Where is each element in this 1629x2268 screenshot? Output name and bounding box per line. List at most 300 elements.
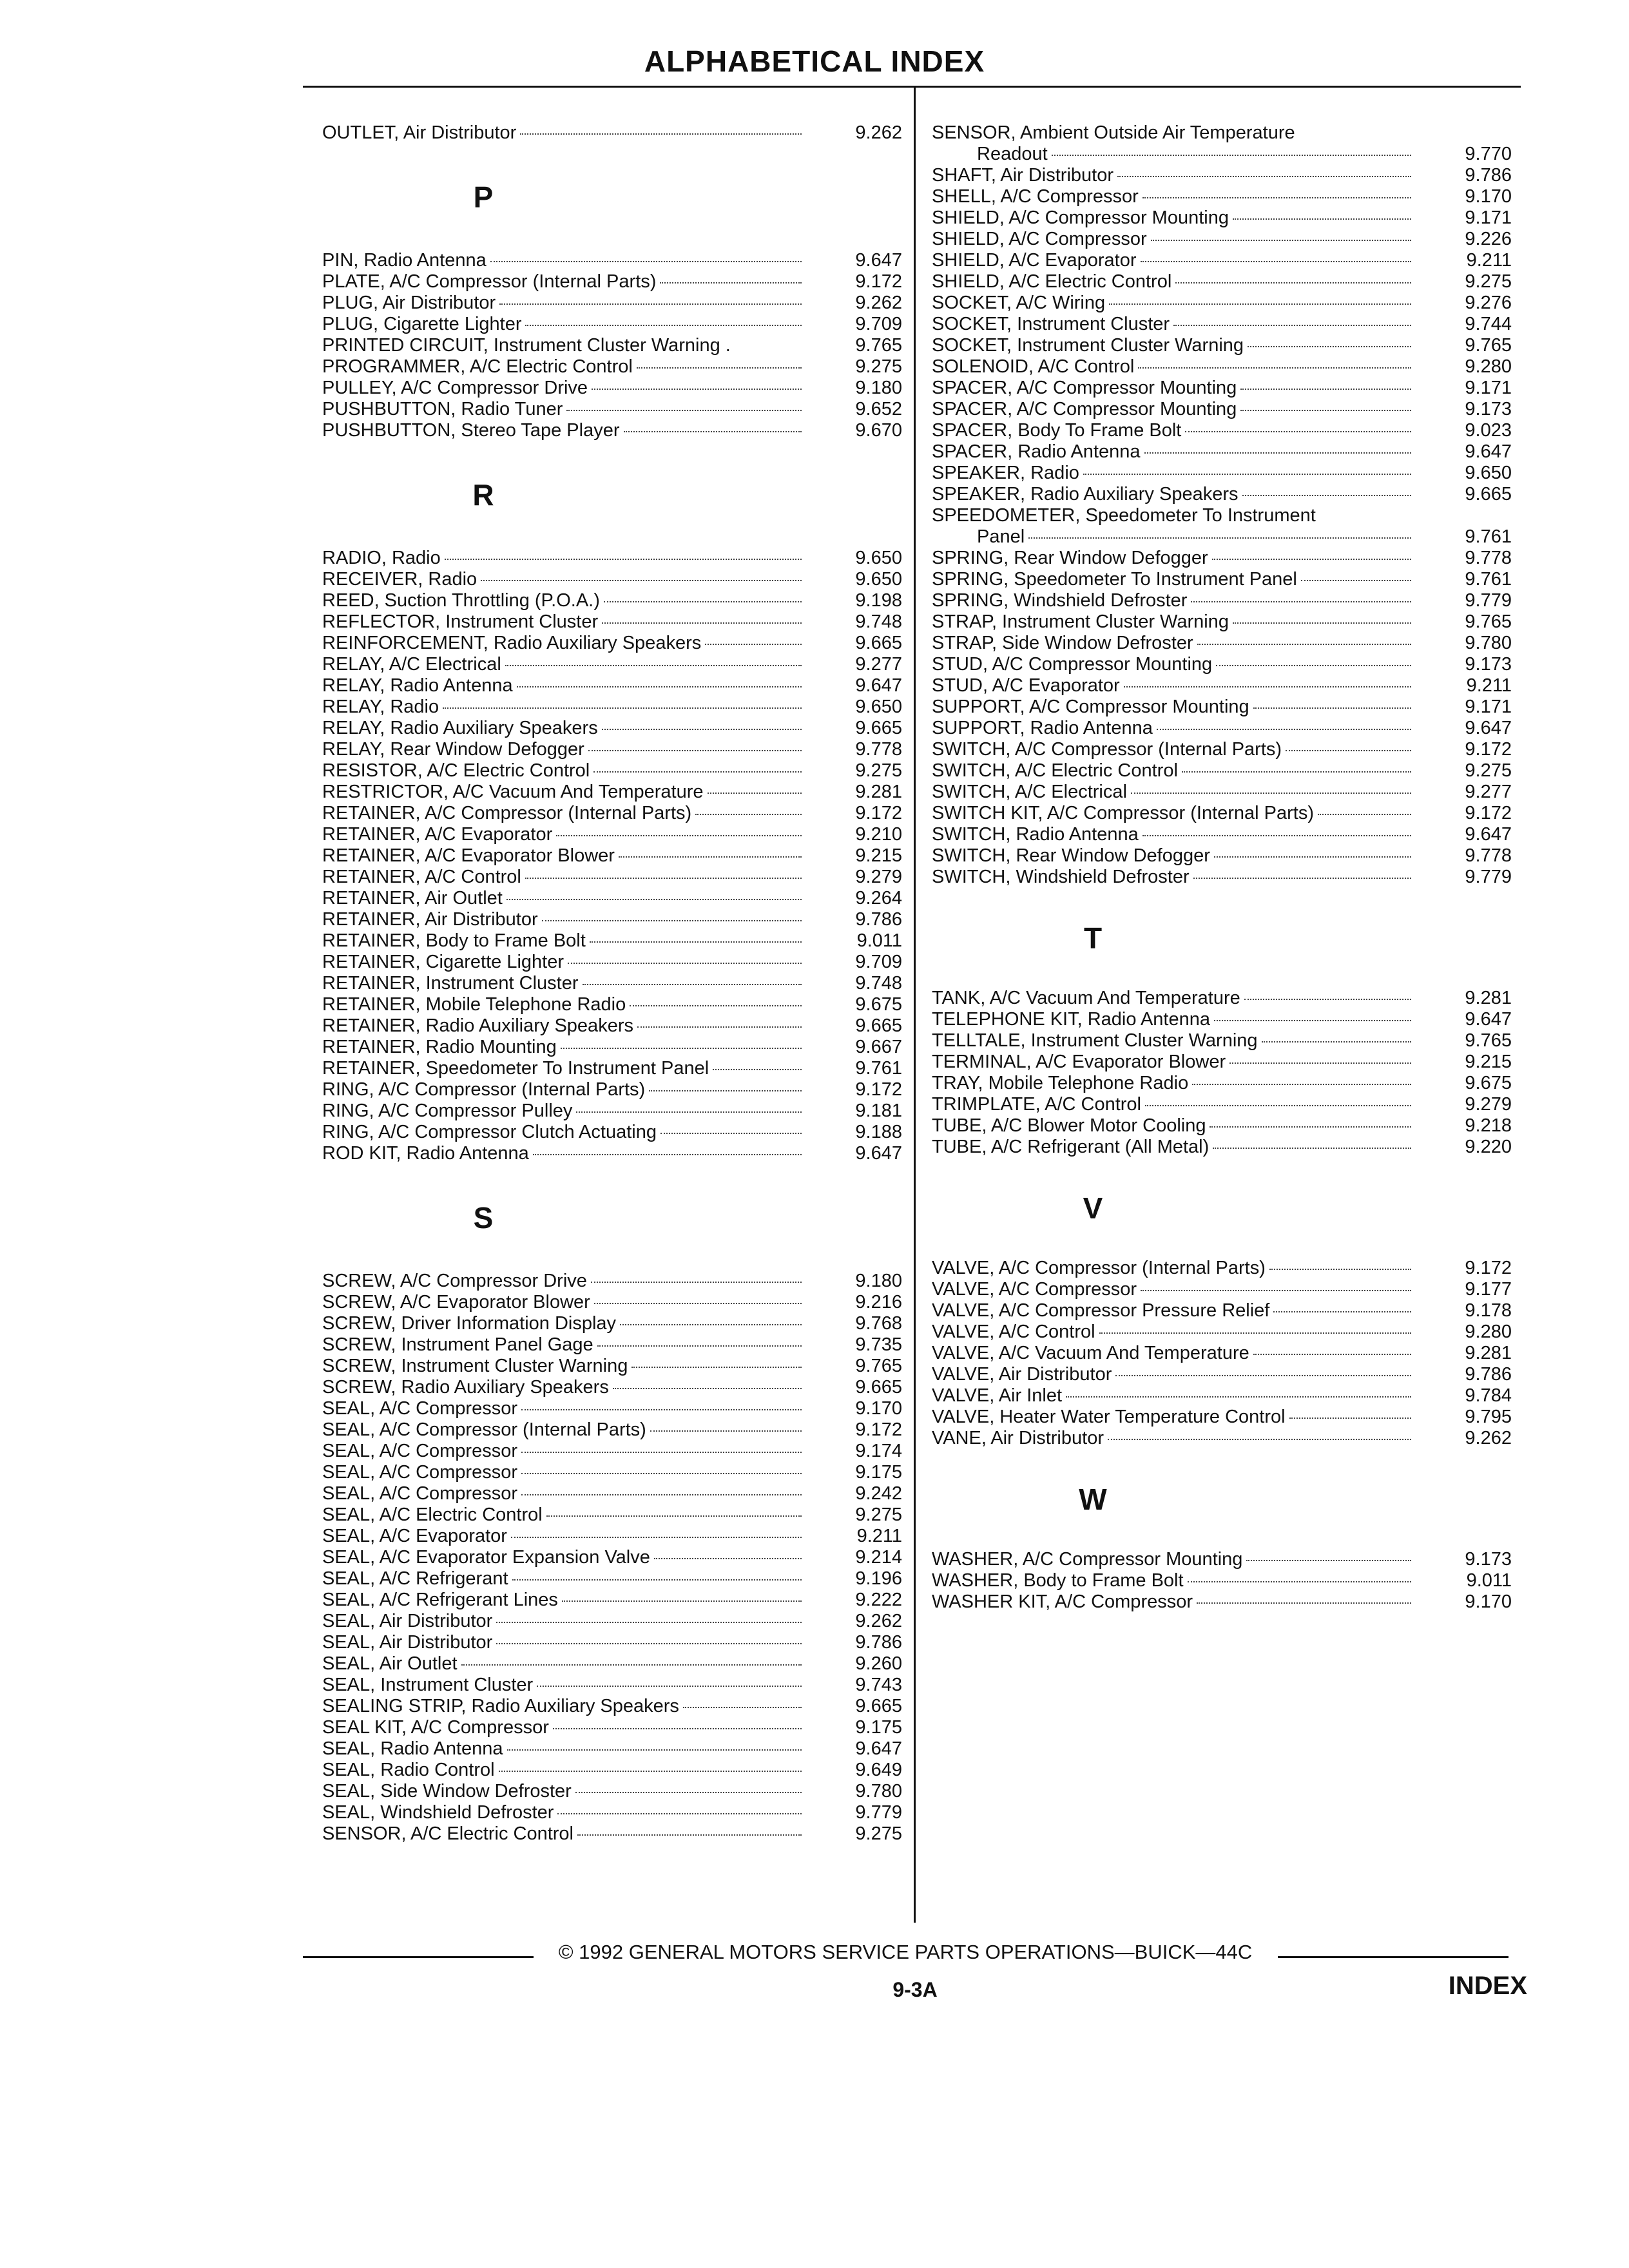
index-entry-label: SEAL, A/C Evaporator Expansion Valve (322, 1547, 650, 1568)
index-entry (932, 441, 1512, 463)
index-entry (322, 250, 902, 271)
index-entry-label: RETAINER, A/C Evaporator (322, 824, 553, 845)
leader-dots (1052, 154, 1411, 156)
index-entry-label: VALVE, A/C Compressor (932, 1279, 1137, 1300)
section-letter-w: W (1079, 1482, 1107, 1516)
index-entry (322, 1590, 902, 1611)
leader-dots (1193, 877, 1411, 879)
index-entry-page: 9.214 (855, 1547, 902, 1568)
leader-dots (654, 1557, 802, 1559)
index-entry (932, 271, 1512, 293)
index-entry-label: RETAINER, Mobile Telephone Radio (322, 994, 626, 1015)
leader-dots (1301, 579, 1411, 581)
leader-dots (1185, 430, 1411, 432)
index-entry (322, 1100, 902, 1122)
leader-dots (542, 919, 802, 921)
index-entry (932, 1030, 1512, 1052)
leader-dots (1286, 749, 1411, 751)
leader-dots (575, 1791, 802, 1793)
index-entry-page: 9.765 (1465, 611, 1512, 632)
index-entry (322, 1483, 902, 1504)
leader-dots (1191, 601, 1411, 602)
leader-dots (1212, 558, 1411, 560)
index-entry-page: 9.770 (1465, 144, 1512, 164)
leader-dots (588, 749, 802, 751)
index-entry-page: 9.262 (855, 122, 902, 143)
index-entry-label: STRAP, Side Window Defroster (932, 633, 1193, 653)
index-entry-label: SEAL, Side Window Defroster (322, 1781, 572, 1802)
index-entry-page: 9.172 (855, 1419, 902, 1440)
index-entry-label: TRIMPLATE, A/C Control (932, 1094, 1141, 1115)
index-entry (322, 293, 902, 314)
index-entry-label: SWITCH, Radio Antenna (932, 824, 1139, 845)
section-letter-t: T (1083, 921, 1103, 955)
index-entry-label: SCREW, Radio Auxiliary Speakers (322, 1377, 609, 1398)
leader-dots (1142, 834, 1411, 836)
index-entry-page: 9.768 (855, 1313, 902, 1334)
index-entry-page: 9.650 (855, 697, 902, 717)
index-entry-page: 9.735 (855, 1334, 902, 1355)
index-entry (932, 1385, 1512, 1407)
index-entry-label: TERMINAL, A/C Evaporator Blower (932, 1052, 1226, 1072)
index-entry-label: PROGRAMMER, A/C Electric Control (322, 356, 633, 377)
index-entry-page: 9.780 (1465, 633, 1512, 653)
column-divider (914, 88, 916, 1923)
index-entry-page: 9.023 (1465, 420, 1512, 441)
index-entry-page: 9.171 (1465, 207, 1512, 228)
leader-dots (525, 324, 802, 326)
index-entry-label: VALVE, A/C Compressor Pressure Relief (932, 1300, 1270, 1321)
leader-dots (620, 1323, 802, 1325)
leader-dots (577, 1834, 802, 1836)
index-entry-label: PIN, Radio Antenna (322, 250, 487, 271)
index-entry (932, 867, 1512, 888)
index-entry-page: 9.778 (1465, 548, 1512, 568)
index-entry-label: PLUG, Cigarette Lighter (322, 314, 522, 334)
index-entry (322, 994, 902, 1015)
index-entry-label: RETAINER, A/C Evaporator Blower (322, 845, 615, 866)
index-entry-label: PUSHBUTTON, Radio Tuner (322, 399, 563, 419)
index-entry (932, 1321, 1512, 1343)
index-entry (932, 548, 1512, 569)
index-entry (322, 973, 902, 994)
leader-dots (705, 643, 802, 645)
index-entry-page: 9.275 (1465, 271, 1512, 292)
index-entry (932, 1009, 1512, 1030)
index-entry (322, 1377, 902, 1398)
index-entry (932, 484, 1512, 505)
index-entry-label: RETAINER, Speedometer To Instrument Panel (322, 1058, 709, 1079)
index-entry-page: 9.647 (1465, 1009, 1512, 1030)
index-entry-label: RETAINER, Air Outlet (322, 888, 503, 908)
leader-dots (1273, 1311, 1411, 1312)
leader-dots (1145, 1104, 1411, 1106)
index-entry-page: 9.779 (1465, 590, 1512, 611)
index-entry (322, 739, 902, 760)
index-entry-label: REED, Suction Throttling (P.O.A.) (322, 590, 600, 611)
index-entry (932, 399, 1512, 420)
index-entry-label: SWITCH, A/C Compressor (Internal Parts) (932, 739, 1282, 760)
index-entry-label: RETAINER, Body to Frame Bolt (322, 930, 586, 951)
index-entry-label: SEAL, A/C Compressor (322, 1462, 517, 1483)
index-entry-page: 9.647 (855, 1143, 902, 1164)
leader-dots (593, 771, 802, 773)
leader-dots (553, 1727, 802, 1729)
index-entry-label: RING, A/C Compressor (Internal Parts) (322, 1079, 646, 1100)
index-entry-page: 9.795 (1465, 1407, 1512, 1427)
index-entry-page: 9.211 (856, 1526, 902, 1546)
index-entry-label: SWITCH, A/C Electrical (932, 782, 1127, 802)
index-entry (322, 930, 902, 952)
leader-dots (1248, 345, 1411, 347)
index-entry-label: Readout (977, 144, 1048, 164)
index-entry-page: 9.649 (855, 1760, 902, 1780)
index-entry-label: SCREW, Instrument Panel Gage (322, 1334, 593, 1355)
index-entry-label: RETAINER, Radio Mounting (322, 1037, 557, 1057)
leader-dots (1210, 1126, 1411, 1128)
index-entry (322, 633, 902, 654)
index-entry (932, 1258, 1512, 1279)
index-entry (932, 165, 1512, 186)
index-entry-page: 9.650 (855, 569, 902, 590)
index-entry (322, 675, 902, 697)
leader-dots (512, 1579, 802, 1581)
index-entry-label: RELAY, Radio (322, 697, 439, 717)
index-entry-page: 9.171 (1465, 378, 1512, 398)
leader-dots (1141, 1289, 1411, 1291)
page-number: 9-3A (892, 1978, 938, 2001)
index-entry-page: 9.177 (1465, 1279, 1512, 1300)
leader-dots (1299, 134, 1411, 135)
leader-dots (496, 1621, 802, 1623)
leader-dots (499, 303, 802, 305)
index-entry-label: RESISTOR, A/C Electric Control (322, 760, 590, 781)
index-entry (322, 654, 902, 675)
index-entry-page: 9.647 (1465, 824, 1512, 845)
index-entry-label: REFLECTOR, Instrument Cluster (322, 611, 599, 632)
index-entry-page: 9.665 (1465, 484, 1512, 505)
index-entry-label: RETAINER, Cigarette Lighter (322, 952, 564, 972)
index-entry-label: SPRING, Speedometer To Instrument Panel (932, 569, 1297, 590)
index-entry-page: 9.665 (855, 1696, 902, 1716)
index-entry-page: 9.171 (1465, 697, 1512, 717)
leader-dots (1216, 664, 1411, 666)
index-entry-label: TRAY, Mobile Telephone Radio (932, 1073, 1189, 1093)
index-entry-page: 9.280 (1465, 1321, 1512, 1342)
leader-dots (1099, 1332, 1411, 1334)
index-entry-page: 9.172 (855, 1079, 902, 1100)
leader-dots (1115, 1374, 1411, 1376)
leader-dots (1240, 409, 1411, 411)
index-entry-label: RETAINER, Air Distributor (322, 909, 538, 930)
index-entry-label: RELAY, Rear Window Defogger (322, 739, 584, 760)
index-entry-page: 9.210 (855, 824, 902, 845)
leader-dots (602, 622, 802, 624)
index-entry-label: SPACER, Body To Frame Bolt (932, 420, 1182, 441)
index-entry-label: VALVE, Heater Water Temperature Control (932, 1407, 1286, 1427)
leader-dots (445, 558, 802, 560)
index-entry (932, 1073, 1512, 1094)
index-entry (322, 1122, 902, 1143)
index-entry-label: PLATE, A/C Compressor (Internal Parts) (322, 271, 657, 292)
leader-dots (1192, 1083, 1411, 1085)
index-entry-label: RESTRICTOR, A/C Vacuum And Temperature (322, 782, 704, 802)
index-entry (322, 1334, 902, 1356)
index-entry (322, 1356, 902, 1377)
leader-dots (1083, 473, 1411, 475)
index-entry-label: SEAL, A/C Compressor (322, 1483, 517, 1504)
index-entry-page: 9.748 (855, 973, 902, 994)
index-entry (322, 1037, 902, 1058)
index-entry (932, 760, 1512, 782)
index-entry-label: SCREW, Driver Information Display (322, 1313, 617, 1334)
index-entry (322, 1802, 902, 1823)
index-entry-page: 9.172 (855, 271, 902, 292)
leader-dots (533, 1153, 802, 1155)
index-entry (932, 803, 1512, 824)
leader-dots (1151, 239, 1411, 241)
index-entry-label: SWITCH, Windshield Defroster (932, 867, 1190, 887)
index-entry (322, 1547, 902, 1568)
index-entry-label: RETAINER, A/C Control (322, 867, 521, 887)
index-entry (932, 505, 1512, 526)
leader-dots (1109, 303, 1411, 305)
index-entry-page: 9.765 (1465, 1030, 1512, 1051)
index-entry (322, 378, 902, 399)
leader-dots (1188, 1581, 1411, 1582)
index-entry (932, 1428, 1512, 1449)
index-entry-label: SPACER, A/C Compressor Mounting (932, 399, 1237, 419)
index-entry (932, 654, 1512, 675)
index-entry-page: 9.650 (855, 548, 902, 568)
index-entry-label: SPEAKER, Radio (932, 463, 1079, 483)
section-letter-v: V (1083, 1191, 1103, 1225)
index-entry (932, 590, 1512, 611)
index-entry (932, 739, 1512, 760)
index-entry-page: 9.181 (855, 1100, 902, 1121)
leader-dots (1028, 537, 1411, 539)
index-entry-label: SEAL, A/C Refrigerant Lines (322, 1590, 558, 1610)
index-entry-page: 9.172 (1465, 1258, 1512, 1278)
leader-dots (660, 1132, 802, 1134)
index-entry (322, 1058, 902, 1079)
index-entry (932, 1549, 1512, 1570)
index-entry (322, 888, 902, 909)
index-entry (932, 1052, 1512, 1073)
index-entry (932, 122, 1512, 144)
index-entry-page: 9.175 (855, 1462, 902, 1483)
index-entry-page: 9.744 (1465, 314, 1512, 334)
index-entry-label: STRAP, Instrument Cluster Warning (932, 611, 1229, 632)
index-entry-page: 9.180 (855, 378, 902, 398)
index-entry-page: 9.215 (1465, 1052, 1512, 1072)
index-entry-page: 9.709 (855, 952, 902, 972)
index-entry (932, 675, 1512, 697)
leader-dots (602, 728, 802, 730)
index-entry-label: SHAFT, Air Distributor (932, 165, 1113, 186)
index-entry-page: 9.665 (855, 1015, 902, 1036)
index-entry-page: 9.172 (1465, 803, 1512, 823)
leader-dots (619, 856, 802, 858)
index-entry (932, 845, 1512, 867)
index-entry-page: 9.647 (1465, 718, 1512, 738)
index-entry (932, 1094, 1512, 1115)
index-entry (932, 1570, 1512, 1591)
index-entry-page: 9.665 (855, 1377, 902, 1398)
index-entry (322, 1760, 902, 1781)
leader-dots (660, 282, 802, 284)
section-letter-s: S (473, 1200, 494, 1235)
index-entry-page: 9.761 (1465, 526, 1512, 547)
index-entry (322, 314, 902, 335)
index-entry-page: 9.173 (1465, 654, 1512, 675)
index-entry-label: SEAL, Windshield Defroster (322, 1802, 554, 1823)
index-entry-page: 9.786 (855, 909, 902, 930)
index-entry (932, 293, 1512, 314)
index-column-right (932, 122, 1512, 1613)
index-entry (322, 1292, 902, 1313)
index-entry-page: 9.281 (1465, 988, 1512, 1008)
index-entry-label: OUTLET, Air Distributor (322, 122, 517, 143)
index-entry (322, 1611, 902, 1632)
index-entry (322, 399, 902, 420)
index-entry-label: SEAL, Air Distributor (322, 1611, 493, 1631)
index-entry-label: TELEPHONE KIT, Radio Antenna (932, 1009, 1210, 1030)
index-entry (322, 1568, 902, 1590)
index-entry-label: SCREW, A/C Evaporator Blower (322, 1292, 590, 1312)
index-entry-label: SHELL, A/C Compressor (932, 186, 1139, 207)
index-entry-label: SUPPORT, A/C Compressor Mounting (932, 697, 1249, 717)
index-entry (322, 760, 902, 782)
index-entry (932, 1364, 1512, 1385)
index-entry (322, 611, 902, 633)
index-entry-page: 9.260 (855, 1653, 902, 1674)
leader-dots (1269, 1268, 1411, 1270)
index-entry-page: 9.188 (855, 1122, 902, 1142)
index-entry (322, 569, 902, 590)
index-entry (322, 803, 902, 824)
leader-dots (1246, 1559, 1411, 1561)
leader-dots (650, 1430, 802, 1432)
index-entry-label: VALVE, A/C Vacuum And Temperature (932, 1343, 1249, 1363)
index-entry (322, 845, 902, 867)
leader-dots (613, 1387, 802, 1389)
index-entry-page: 9.765 (855, 1356, 902, 1376)
leader-dots (1253, 707, 1411, 709)
index-entry-page: 9.675 (855, 994, 902, 1015)
index-entry-label: RETAINER, Instrument Cluster (322, 973, 579, 994)
leader-dots (1138, 367, 1411, 369)
index-entry (322, 952, 902, 973)
index-entry-label: VALVE, Air Inlet (932, 1385, 1063, 1406)
index-entry-page: 9.778 (1465, 845, 1512, 866)
index-entry-label: RELAY, A/C Electrical (322, 654, 501, 675)
index-entry (932, 1407, 1512, 1428)
leader-dots (517, 686, 802, 687)
index-entry (932, 229, 1512, 250)
index-entry-page: 9.275 (855, 1823, 902, 1844)
index-entry (322, 824, 902, 845)
index-entry (322, 271, 902, 293)
index-entry-label: RETAINER, Radio Auxiliary Speakers (322, 1015, 633, 1036)
index-entry-label: TELLTALE, Instrument Cluster Warning (932, 1030, 1258, 1051)
index-entry (932, 782, 1512, 803)
leader-dots (1242, 494, 1412, 496)
index-entry-page: 9.665 (855, 718, 902, 738)
index-entry (932, 633, 1512, 654)
index-entry-label: WASHER KIT, A/C Compressor (932, 1591, 1193, 1612)
index-entry-label: VANE, Air Distributor (932, 1428, 1104, 1448)
index-entry-label: SEAL, Air Distributor (322, 1632, 493, 1653)
leader-dots (597, 1345, 802, 1347)
index-entry-page: 9.172 (1465, 739, 1512, 760)
index-entry-label: RETAINER, A/C Compressor (Internal Parts) (322, 803, 692, 823)
index-entry-page: 9.262 (1465, 1428, 1512, 1448)
index-entry (932, 1343, 1512, 1364)
index-entry-label: SCREW, A/C Compressor Drive (322, 1271, 587, 1291)
index-entry (322, 590, 902, 611)
index-entry-label: SEAL, A/C Electric Control (322, 1504, 543, 1525)
leader-dots (590, 941, 802, 943)
index-entry-label: RING, A/C Compressor Pulley (322, 1100, 573, 1121)
index-entry-label: Panel (977, 526, 1025, 547)
leader-dots (649, 1090, 802, 1091)
index-entry (932, 611, 1512, 633)
index-entry-page: 9.215 (855, 845, 902, 866)
index-entry-page: 9.675 (1465, 1073, 1512, 1093)
index-entry-page: 9.220 (1465, 1137, 1512, 1157)
index-entry (322, 1632, 902, 1653)
leader-dots (1318, 813, 1411, 815)
index-entry (932, 1300, 1512, 1321)
index-entry-page: 9.650 (1465, 463, 1512, 483)
index-entry-label: SEAL KIT, A/C Compressor (322, 1717, 549, 1738)
leader-dots (1213, 1147, 1411, 1149)
index-entry-page: 9.175 (855, 1717, 902, 1738)
index-entry-label: REINFORCEMENT, Radio Auxiliary Speakers (322, 633, 702, 653)
index-entry-page: 9.226 (1465, 229, 1512, 249)
index-entry-page: 9.275 (1465, 760, 1512, 781)
index-entry (322, 1398, 902, 1419)
leader-dots (561, 1047, 802, 1049)
leader-dots (521, 1472, 802, 1474)
leader-dots (591, 1281, 802, 1283)
index-entry-page: 9.786 (1465, 165, 1512, 186)
leader-dots (1253, 1353, 1411, 1355)
index-entry (322, 420, 902, 441)
leader-dots (592, 388, 802, 390)
index-entry (322, 122, 902, 144)
index-entry-page: 9.174 (855, 1441, 902, 1461)
index-entry-page: 9.262 (855, 1611, 902, 1631)
index-entry-page: 9.170 (855, 1398, 902, 1419)
index-entry-page: 9.180 (855, 1271, 902, 1291)
index-entry (932, 378, 1512, 399)
index-entry-page: 9.277 (1465, 782, 1512, 802)
index-entry-page: 9.647 (1465, 441, 1512, 462)
index-entry-label: SHIELD, A/C Compressor Mounting (932, 207, 1229, 228)
index-entry-page: 9.281 (1465, 1343, 1512, 1363)
index-entry-label: PULLEY, A/C Compressor Drive (322, 378, 588, 398)
index-entry (322, 356, 902, 378)
index-entry-page: 9.275 (855, 1504, 902, 1525)
index-entry-label: WASHER, A/C Compressor Mounting (932, 1549, 1243, 1570)
leader-dots (1214, 856, 1411, 858)
index-entry (322, 909, 902, 930)
index-entry-page: 9.218 (1465, 1115, 1512, 1136)
leader-dots (481, 579, 802, 581)
index-entry-page: 9.211 (1466, 250, 1512, 271)
